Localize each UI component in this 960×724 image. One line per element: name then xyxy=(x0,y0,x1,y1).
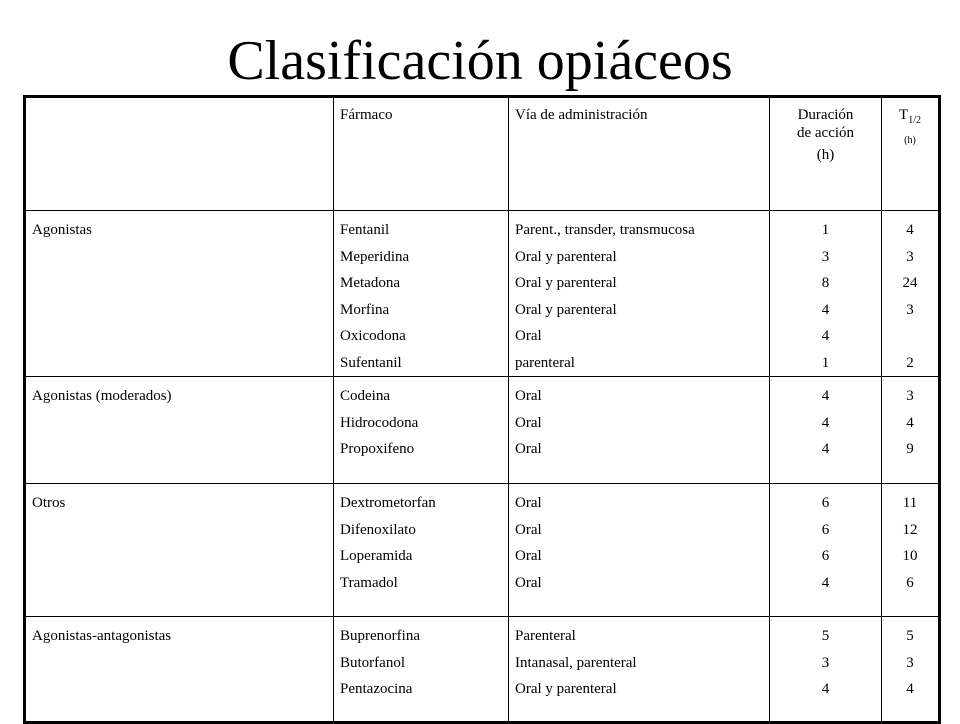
drug-name: Loperamida xyxy=(340,548,413,564)
half-life-value: 24 xyxy=(902,275,918,291)
route: Oral xyxy=(515,521,542,538)
duration-value: 4 xyxy=(821,681,830,697)
route-cell xyxy=(509,617,770,723)
route-cell xyxy=(509,377,770,484)
duration-value: 1 xyxy=(821,354,830,371)
table-container xyxy=(23,95,941,724)
drug-name: Butorfanol xyxy=(340,654,405,671)
route: parenteral xyxy=(515,354,575,371)
table-header-row xyxy=(25,97,940,211)
route: Oral y parenteral xyxy=(515,275,617,291)
half-life-value-cell xyxy=(882,377,940,484)
header-t-letter: T xyxy=(899,107,909,123)
duration-value-cell xyxy=(770,617,882,723)
route-cell xyxy=(509,484,770,617)
route: Parenteral xyxy=(515,628,576,644)
half-life-value: 3 xyxy=(906,654,914,671)
route: Oral y parenteral xyxy=(515,248,617,265)
drug-name-cell xyxy=(334,211,509,377)
header-t-unit: (h) xyxy=(904,135,916,146)
duration-value: 8 xyxy=(821,275,830,291)
header-duracion-unit: (h) xyxy=(816,147,835,163)
drug-name: Metadona xyxy=(340,275,400,291)
header-group-cell xyxy=(25,97,334,211)
duration-value: 4 xyxy=(821,414,830,431)
opioid-classification-table xyxy=(23,95,941,724)
drug-name: Morfina xyxy=(340,301,390,318)
duration-value: 6 xyxy=(821,548,830,564)
route: Oral xyxy=(515,328,542,344)
duration-value: 4 xyxy=(821,388,830,404)
drug-name: Pentazocina xyxy=(340,681,413,697)
route: Oral xyxy=(515,574,542,591)
route: Oral xyxy=(515,414,542,431)
route: Oral y parenteral xyxy=(515,301,617,318)
half-life-value: 3 xyxy=(906,248,914,265)
group-name: Otros xyxy=(32,495,66,511)
route: Oral xyxy=(515,441,542,457)
duration-value: 4 xyxy=(821,328,830,344)
duration-value: 3 xyxy=(821,248,830,265)
table-row xyxy=(25,211,940,377)
drug-name-cell xyxy=(334,377,509,484)
table-row xyxy=(25,377,940,484)
drug-name: Dextrometorfan xyxy=(340,495,436,511)
drug-name: Hidrocodona xyxy=(340,414,419,431)
drug-name: Oxicodona xyxy=(340,328,406,344)
half-life-value: 4 xyxy=(906,222,914,238)
group-name: Agonistas-antagonistas xyxy=(32,628,172,644)
duration-value: 1 xyxy=(821,222,830,238)
drug-name: Fentanil xyxy=(340,222,390,238)
page-title: Clasificación opiáceos xyxy=(227,30,733,92)
half-life-value: 6 xyxy=(906,574,914,591)
header-via-label: Vía de administración xyxy=(515,107,648,123)
half-life-value: 4 xyxy=(906,414,914,431)
duration-value: 6 xyxy=(821,495,830,511)
header-duracion-line2: de acción xyxy=(796,125,855,141)
duration-value-cell xyxy=(770,377,882,484)
duration-value: 4 xyxy=(821,441,830,457)
duration-value: 4 xyxy=(821,574,830,591)
half-life-value xyxy=(888,323,932,350)
drug-name: Sufentanil xyxy=(340,354,402,371)
group-name: Agonistas xyxy=(32,222,92,238)
duration-value: 3 xyxy=(821,654,830,671)
group-name-cell xyxy=(25,377,334,484)
half-life-value-cell xyxy=(882,211,940,377)
route: Oral xyxy=(515,388,542,404)
drug-name: Buprenorfina xyxy=(340,628,420,644)
group-name-cell xyxy=(25,617,334,723)
header-duracion xyxy=(770,97,882,211)
drug-name: Propoxifeno xyxy=(340,441,415,457)
header-t-sub: 1/2 xyxy=(908,115,921,126)
duration-value: 5 xyxy=(821,628,830,644)
group-name-cell xyxy=(25,484,334,617)
half-life-value-cell xyxy=(882,484,940,617)
drug-name-cell xyxy=(334,617,509,723)
table-row xyxy=(25,617,940,723)
duration-value: 6 xyxy=(821,521,830,538)
half-life-value: 2 xyxy=(906,354,914,371)
group-name: Agonistas (moderados) xyxy=(32,388,172,404)
drug-name: Meperidina xyxy=(340,248,410,265)
route: Oral y parenteral xyxy=(515,681,617,697)
half-life-value: 3 xyxy=(906,388,914,404)
route: Parent., transder, transmucosa xyxy=(515,222,695,238)
group-name-cell xyxy=(25,211,334,377)
route: Oral xyxy=(515,548,542,564)
half-life-value-cell xyxy=(882,617,940,723)
half-life-value: 9 xyxy=(906,441,914,457)
duration-value: 4 xyxy=(821,301,830,318)
duration-value-cell xyxy=(770,211,882,377)
header-half-life xyxy=(882,97,940,211)
header-via xyxy=(509,97,770,211)
half-life-value: 4 xyxy=(906,681,914,697)
half-life-value: 12 xyxy=(902,521,918,538)
header-farmaco xyxy=(334,97,509,211)
half-life-value: 5 xyxy=(906,628,914,644)
drug-name: Difenoxilato xyxy=(340,521,416,538)
route-cell xyxy=(509,211,770,377)
header-farmaco-label: Fármaco xyxy=(340,107,393,123)
drug-name-cell xyxy=(334,484,509,617)
route: Oral xyxy=(515,495,542,511)
table-row xyxy=(25,484,940,617)
route: Intanasal, parenteral xyxy=(515,654,637,671)
duration-value-cell xyxy=(770,484,882,617)
half-life-value: 10 xyxy=(902,548,918,564)
half-life-value: 3 xyxy=(906,301,914,318)
drug-name: Codeina xyxy=(340,388,390,404)
header-duracion-line1: Duración xyxy=(797,107,854,123)
drug-name: Tramadol xyxy=(340,574,398,591)
half-life-value: 11 xyxy=(902,495,918,511)
